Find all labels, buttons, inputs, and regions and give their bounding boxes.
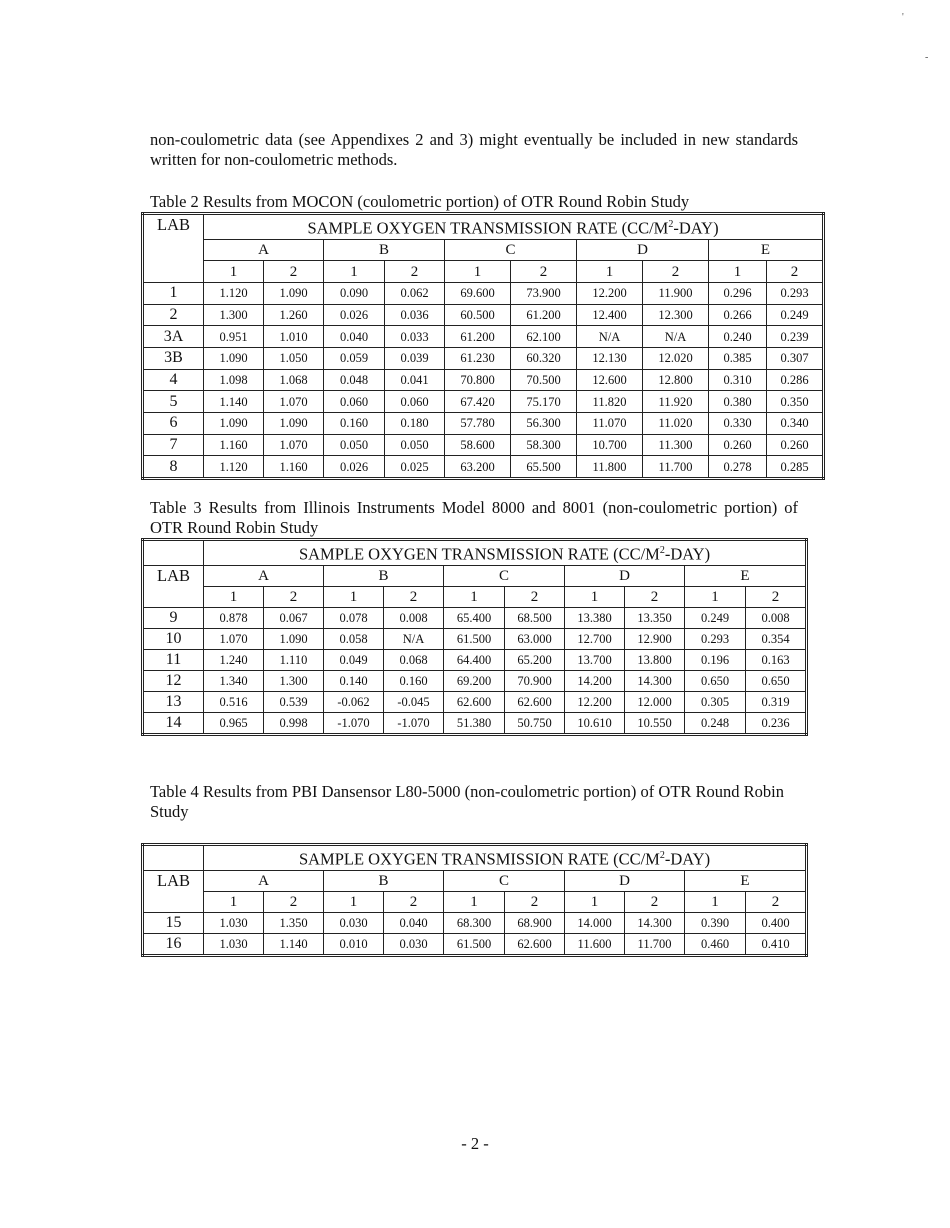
lab-cell: 3B bbox=[143, 347, 204, 369]
table-3-illinois-instruments bbox=[141, 538, 808, 736]
table-2-mocon bbox=[141, 212, 825, 480]
value-cell: 0.059 bbox=[324, 347, 385, 369]
value-cell: 62.100 bbox=[511, 326, 577, 348]
value-cell: 0.390 bbox=[685, 912, 746, 933]
otr-header-text: SAMPLE OXYGEN TRANSMISSION RATE (CC/M bbox=[298, 544, 660, 564]
value-cell: 63.000 bbox=[505, 628, 565, 649]
sample-header-a: A bbox=[204, 870, 324, 891]
otr-header bbox=[204, 214, 824, 240]
lab-cell: 12 bbox=[143, 670, 204, 691]
value-cell: 0.260 bbox=[767, 434, 824, 456]
value-cell: 65.500 bbox=[511, 456, 577, 479]
value-cell: -1.070 bbox=[324, 712, 384, 734]
value-cell: 0.050 bbox=[385, 434, 445, 456]
value-cell: 1.260 bbox=[264, 304, 324, 326]
value-cell: 0.380 bbox=[709, 391, 767, 413]
value-cell: 61.230 bbox=[445, 347, 511, 369]
value-cell: 13.350 bbox=[625, 607, 685, 628]
intro-paragraph: non-coulometric data (see Appendixes 2 and 3) might eventually be included in new standards written for non-coulometric methods. bbox=[150, 130, 798, 169]
value-cell: 1.300 bbox=[204, 304, 264, 326]
value-cell: 11.700 bbox=[625, 933, 685, 955]
lab-cell: 8 bbox=[143, 456, 204, 479]
otr-header-superscript: 2 bbox=[659, 545, 665, 556]
value-cell: 0.293 bbox=[685, 628, 746, 649]
value-cell: 58.300 bbox=[511, 434, 577, 456]
value-cell: 57.780 bbox=[445, 413, 511, 435]
table-row bbox=[143, 391, 824, 413]
run-header: 1 bbox=[565, 586, 625, 607]
value-cell: 58.600 bbox=[445, 434, 511, 456]
sample-header-c: C bbox=[444, 565, 565, 586]
value-cell: 75.170 bbox=[511, 391, 577, 413]
value-cell: 0.048 bbox=[324, 369, 385, 391]
lab-cell: 16 bbox=[143, 933, 204, 955]
run-header: 2 bbox=[643, 261, 709, 283]
value-cell: 12.020 bbox=[643, 347, 709, 369]
value-cell: 61.500 bbox=[444, 933, 505, 955]
value-cell: 70.800 bbox=[445, 369, 511, 391]
lab-cell: 11 bbox=[143, 649, 204, 670]
value-cell: 0.062 bbox=[385, 282, 445, 304]
value-cell: -0.062 bbox=[324, 691, 384, 712]
value-cell: 1.340 bbox=[204, 670, 264, 691]
table-2-caption: Table 2 Results from MOCON (coulometric portion) of OTR Round Robin Study bbox=[150, 192, 690, 211]
value-cell: 62.600 bbox=[505, 691, 565, 712]
value-cell: 68.900 bbox=[505, 912, 565, 933]
value-cell: 10.610 bbox=[565, 712, 625, 734]
value-cell: 1.070 bbox=[264, 434, 324, 456]
value-cell: 0.319 bbox=[746, 691, 807, 712]
value-cell: 1.140 bbox=[264, 933, 324, 955]
value-cell: N/A bbox=[643, 326, 709, 348]
value-cell: 0.400 bbox=[746, 912, 807, 933]
lab-cell: 15 bbox=[143, 912, 204, 933]
run-header: 2 bbox=[767, 261, 824, 283]
run-header: 1 bbox=[324, 586, 384, 607]
value-cell: 0.050 bbox=[324, 434, 385, 456]
value-cell: 11.700 bbox=[643, 456, 709, 479]
sample-header-b: B bbox=[324, 239, 445, 261]
value-cell: 11.900 bbox=[643, 282, 709, 304]
value-cell: 1.030 bbox=[204, 912, 264, 933]
value-cell: 51.380 bbox=[444, 712, 505, 734]
value-cell: 0.293 bbox=[767, 282, 824, 304]
value-cell: 0.040 bbox=[384, 912, 444, 933]
run-header: 1 bbox=[709, 261, 767, 283]
table-row bbox=[143, 691, 807, 712]
value-cell: 1.090 bbox=[204, 347, 264, 369]
value-cell: 0.278 bbox=[709, 456, 767, 479]
table-row bbox=[143, 434, 824, 456]
sample-header-d: D bbox=[577, 239, 709, 261]
lab-cell: 6 bbox=[143, 413, 204, 435]
otr-header-text: SAMPLE OXYGEN TRANSMISSION RATE (CC/M bbox=[298, 849, 660, 869]
run-header: 1 bbox=[204, 891, 264, 912]
run-header: 1 bbox=[685, 586, 746, 607]
value-cell: 0.030 bbox=[324, 912, 384, 933]
lab-cell: 2 bbox=[143, 304, 204, 326]
sample-header-c: C bbox=[444, 870, 565, 891]
value-cell: 0.060 bbox=[385, 391, 445, 413]
lab-cell: 3A bbox=[143, 326, 204, 348]
value-cell: 1.098 bbox=[204, 369, 264, 391]
value-cell: 0.516 bbox=[204, 691, 264, 712]
value-cell: 12.000 bbox=[625, 691, 685, 712]
value-cell: 14.200 bbox=[565, 670, 625, 691]
value-cell: 0.163 bbox=[746, 649, 807, 670]
value-cell: 1.160 bbox=[264, 456, 324, 479]
value-cell: 0.039 bbox=[385, 347, 445, 369]
value-cell: 0.350 bbox=[767, 391, 824, 413]
value-cell: 1.120 bbox=[204, 456, 264, 479]
value-cell: 12.600 bbox=[577, 369, 643, 391]
value-cell: 11.920 bbox=[643, 391, 709, 413]
table-4-pbi-dansensor bbox=[141, 843, 808, 957]
value-cell: 1.070 bbox=[204, 628, 264, 649]
value-cell: 0.249 bbox=[685, 607, 746, 628]
value-cell: 1.050 bbox=[264, 347, 324, 369]
sample-header-d: D bbox=[565, 870, 685, 891]
sample-header-a: A bbox=[204, 239, 324, 261]
value-cell: N/A bbox=[384, 628, 444, 649]
value-cell: 13.380 bbox=[565, 607, 625, 628]
header-row-title bbox=[143, 214, 824, 240]
sample-header-e: E bbox=[685, 870, 807, 891]
run-header: 1 bbox=[324, 891, 384, 912]
otr-header-superscript: 2 bbox=[659, 850, 665, 861]
value-cell: 0.260 bbox=[709, 434, 767, 456]
value-cell: 60.320 bbox=[511, 347, 577, 369]
value-cell: 0.026 bbox=[324, 456, 385, 479]
scan-mark: ' bbox=[902, 12, 904, 23]
value-cell: 65.200 bbox=[505, 649, 565, 670]
table-row bbox=[143, 628, 807, 649]
value-cell: 11.800 bbox=[577, 456, 643, 479]
run-header: 2 bbox=[385, 261, 445, 283]
sample-header-e: E bbox=[709, 239, 824, 261]
value-cell: 14.300 bbox=[625, 670, 685, 691]
value-cell: 11.820 bbox=[577, 391, 643, 413]
value-cell: 0.307 bbox=[767, 347, 824, 369]
run-header: 1 bbox=[685, 891, 746, 912]
corner-cell bbox=[143, 540, 204, 566]
value-cell: 1.090 bbox=[264, 628, 324, 649]
value-cell: 0.240 bbox=[709, 326, 767, 348]
value-cell: 0.340 bbox=[767, 413, 824, 435]
value-cell: 68.500 bbox=[505, 607, 565, 628]
value-cell: 12.400 bbox=[577, 304, 643, 326]
value-cell: -0.045 bbox=[384, 691, 444, 712]
value-cell: 0.196 bbox=[685, 649, 746, 670]
sample-header-b: B bbox=[324, 565, 444, 586]
header-row-title bbox=[143, 845, 807, 871]
value-cell: 70.500 bbox=[511, 369, 577, 391]
value-cell: 0.033 bbox=[385, 326, 445, 348]
value-cell: 0.041 bbox=[385, 369, 445, 391]
value-cell: 0.160 bbox=[384, 670, 444, 691]
sample-header-a: A bbox=[204, 565, 324, 586]
value-cell: 0.296 bbox=[709, 282, 767, 304]
value-cell: 1.120 bbox=[204, 282, 264, 304]
value-cell: 56.300 bbox=[511, 413, 577, 435]
run-header: 1 bbox=[204, 586, 264, 607]
value-cell: 0.460 bbox=[685, 933, 746, 955]
otr-header-suffix: -DAY) bbox=[664, 849, 711, 869]
lab-header: LAB bbox=[143, 565, 204, 607]
value-cell: 1.068 bbox=[264, 369, 324, 391]
value-cell: 64.400 bbox=[444, 649, 505, 670]
table-row bbox=[143, 413, 824, 435]
sample-header-e: E bbox=[685, 565, 807, 586]
lab-cell: 5 bbox=[143, 391, 204, 413]
value-cell: 0.058 bbox=[324, 628, 384, 649]
sample-header-b: B bbox=[324, 870, 444, 891]
value-cell: 0.539 bbox=[264, 691, 324, 712]
table-row bbox=[143, 456, 824, 479]
value-cell: 50.750 bbox=[505, 712, 565, 734]
value-cell: 12.300 bbox=[643, 304, 709, 326]
table-row bbox=[143, 347, 824, 369]
value-cell: 1.240 bbox=[204, 649, 264, 670]
table-3-caption: Table 3 Results from Illinois Instruments Model 8000 and 8001 (non-coulometric portion) of OTR Round Robin Study bbox=[150, 498, 798, 537]
value-cell: 12.700 bbox=[565, 628, 625, 649]
run-header: 2 bbox=[264, 891, 324, 912]
value-cell: 61.200 bbox=[445, 326, 511, 348]
run-header: 2 bbox=[384, 891, 444, 912]
value-cell: 62.600 bbox=[444, 691, 505, 712]
value-cell: 1.030 bbox=[204, 933, 264, 955]
value-cell: 0.025 bbox=[385, 456, 445, 479]
value-cell: 61.500 bbox=[444, 628, 505, 649]
value-cell: 1.090 bbox=[264, 282, 324, 304]
table-row bbox=[143, 712, 807, 734]
value-cell: 0.285 bbox=[767, 456, 824, 479]
otr-header bbox=[204, 845, 807, 871]
value-cell: 0.951 bbox=[204, 326, 264, 348]
lab-cell: 4 bbox=[143, 369, 204, 391]
table-row bbox=[143, 670, 807, 691]
table-row bbox=[143, 912, 807, 933]
value-cell: 0.239 bbox=[767, 326, 824, 348]
value-cell: 14.300 bbox=[625, 912, 685, 933]
value-cell: 0.354 bbox=[746, 628, 807, 649]
value-cell: 0.090 bbox=[324, 282, 385, 304]
value-cell: N/A bbox=[577, 326, 643, 348]
value-cell: 12.900 bbox=[625, 628, 685, 649]
lab-cell: 7 bbox=[143, 434, 204, 456]
value-cell: 14.000 bbox=[565, 912, 625, 933]
value-cell: 0.965 bbox=[204, 712, 264, 734]
value-cell: 1.300 bbox=[264, 670, 324, 691]
value-cell: 0.008 bbox=[384, 607, 444, 628]
value-cell: 0.040 bbox=[324, 326, 385, 348]
value-cell: 11.020 bbox=[643, 413, 709, 435]
run-header: 1 bbox=[324, 261, 385, 283]
value-cell: 0.998 bbox=[264, 712, 324, 734]
value-cell: 1.010 bbox=[264, 326, 324, 348]
value-cell: 1.090 bbox=[204, 413, 264, 435]
value-cell: 0.650 bbox=[685, 670, 746, 691]
run-header: 1 bbox=[565, 891, 625, 912]
value-cell: 60.500 bbox=[445, 304, 511, 326]
value-cell: 12.200 bbox=[577, 282, 643, 304]
value-cell: -1.070 bbox=[384, 712, 444, 734]
run-header: 1 bbox=[445, 261, 511, 283]
scan-mark: - bbox=[925, 52, 929, 63]
otr-header-suffix: -DAY) bbox=[664, 544, 711, 564]
run-header: 1 bbox=[444, 891, 505, 912]
run-header: 2 bbox=[746, 586, 807, 607]
run-header: 2 bbox=[746, 891, 807, 912]
value-cell: 0.160 bbox=[324, 413, 385, 435]
value-cell: 0.310 bbox=[709, 369, 767, 391]
value-cell: 0.026 bbox=[324, 304, 385, 326]
value-cell: 0.385 bbox=[709, 347, 767, 369]
table-row bbox=[143, 282, 824, 304]
lab-cell: 10 bbox=[143, 628, 204, 649]
value-cell: 1.140 bbox=[204, 391, 264, 413]
lab-cell: 13 bbox=[143, 691, 204, 712]
page-number: - 2 - bbox=[461, 1134, 489, 1153]
sample-header-c: C bbox=[445, 239, 577, 261]
run-header: 2 bbox=[511, 261, 577, 283]
table-row bbox=[143, 933, 807, 955]
value-cell: 0.249 bbox=[767, 304, 824, 326]
value-cell: 11.600 bbox=[565, 933, 625, 955]
value-cell: 12.200 bbox=[565, 691, 625, 712]
value-cell: 12.130 bbox=[577, 347, 643, 369]
value-cell: 10.550 bbox=[625, 712, 685, 734]
value-cell: 0.266 bbox=[709, 304, 767, 326]
value-cell: 0.030 bbox=[384, 933, 444, 955]
lab-cell: 9 bbox=[143, 607, 204, 628]
value-cell: 13.700 bbox=[565, 649, 625, 670]
value-cell: 65.400 bbox=[444, 607, 505, 628]
run-header: 1 bbox=[577, 261, 643, 283]
header-row-runs bbox=[143, 891, 807, 912]
value-cell: 69.200 bbox=[444, 670, 505, 691]
value-cell: 73.900 bbox=[511, 282, 577, 304]
value-cell: 69.600 bbox=[445, 282, 511, 304]
value-cell: 0.236 bbox=[746, 712, 807, 734]
run-header: 2 bbox=[625, 586, 685, 607]
run-header: 2 bbox=[625, 891, 685, 912]
value-cell: 13.800 bbox=[625, 649, 685, 670]
otr-header bbox=[204, 540, 807, 566]
value-cell: 70.900 bbox=[505, 670, 565, 691]
value-cell: 62.600 bbox=[505, 933, 565, 955]
value-cell: 10.700 bbox=[577, 434, 643, 456]
value-cell: 0.036 bbox=[385, 304, 445, 326]
value-cell: 0.060 bbox=[324, 391, 385, 413]
value-cell: 1.160 bbox=[204, 434, 264, 456]
value-cell: 0.410 bbox=[746, 933, 807, 955]
value-cell: 11.300 bbox=[643, 434, 709, 456]
table-row bbox=[143, 326, 824, 348]
value-cell: 11.070 bbox=[577, 413, 643, 435]
header-row-samples bbox=[143, 870, 807, 891]
table-4-caption: Table 4 Results from PBI Dansensor L80-5000 (non-coulometric portion) of OTR Round Robin Study bbox=[150, 782, 785, 821]
value-cell: 0.068 bbox=[384, 649, 444, 670]
value-cell: 67.420 bbox=[445, 391, 511, 413]
value-cell: 61.200 bbox=[511, 304, 577, 326]
value-cell: 0.140 bbox=[324, 670, 384, 691]
lab-cell: 1 bbox=[143, 282, 204, 304]
value-cell: 0.878 bbox=[204, 607, 264, 628]
header-row-samples bbox=[143, 565, 807, 586]
header-row-samples bbox=[143, 239, 824, 261]
run-header: 2 bbox=[264, 261, 324, 283]
value-cell: 0.049 bbox=[324, 649, 384, 670]
run-header: 1 bbox=[444, 586, 505, 607]
run-header: 2 bbox=[384, 586, 444, 607]
header-row-runs bbox=[143, 261, 824, 283]
value-cell: 0.067 bbox=[264, 607, 324, 628]
value-cell: 68.300 bbox=[444, 912, 505, 933]
value-cell: 1.070 bbox=[264, 391, 324, 413]
header-row-runs bbox=[143, 586, 807, 607]
otr-header-text: SAMPLE OXYGEN TRANSMISSION RATE (CC/M bbox=[307, 218, 669, 238]
lab-header: LAB bbox=[143, 214, 204, 283]
value-cell: 12.800 bbox=[643, 369, 709, 391]
header-row-title bbox=[143, 540, 807, 566]
value-cell: 0.008 bbox=[746, 607, 807, 628]
value-cell: 0.010 bbox=[324, 933, 384, 955]
run-header: 2 bbox=[505, 891, 565, 912]
run-header: 1 bbox=[204, 261, 264, 283]
value-cell: 0.180 bbox=[385, 413, 445, 435]
value-cell: 63.200 bbox=[445, 456, 511, 479]
value-cell: 0.286 bbox=[767, 369, 824, 391]
lab-header: LAB bbox=[143, 870, 204, 912]
run-header: 2 bbox=[505, 586, 565, 607]
value-cell: 0.248 bbox=[685, 712, 746, 734]
value-cell: 0.305 bbox=[685, 691, 746, 712]
table-row bbox=[143, 304, 824, 326]
lab-cell: 14 bbox=[143, 712, 204, 734]
value-cell: 0.330 bbox=[709, 413, 767, 435]
otr-header-superscript: 2 bbox=[668, 219, 674, 230]
value-cell: 1.090 bbox=[264, 413, 324, 435]
run-header: 2 bbox=[264, 586, 324, 607]
otr-header-suffix: -DAY) bbox=[673, 218, 719, 238]
table-row bbox=[143, 607, 807, 628]
corner-cell bbox=[143, 845, 204, 871]
value-cell: 1.350 bbox=[264, 912, 324, 933]
value-cell: 1.110 bbox=[264, 649, 324, 670]
table-row bbox=[143, 369, 824, 391]
table-row bbox=[143, 649, 807, 670]
value-cell: 0.078 bbox=[324, 607, 384, 628]
sample-header-d: D bbox=[565, 565, 685, 586]
value-cell: 0.650 bbox=[746, 670, 807, 691]
